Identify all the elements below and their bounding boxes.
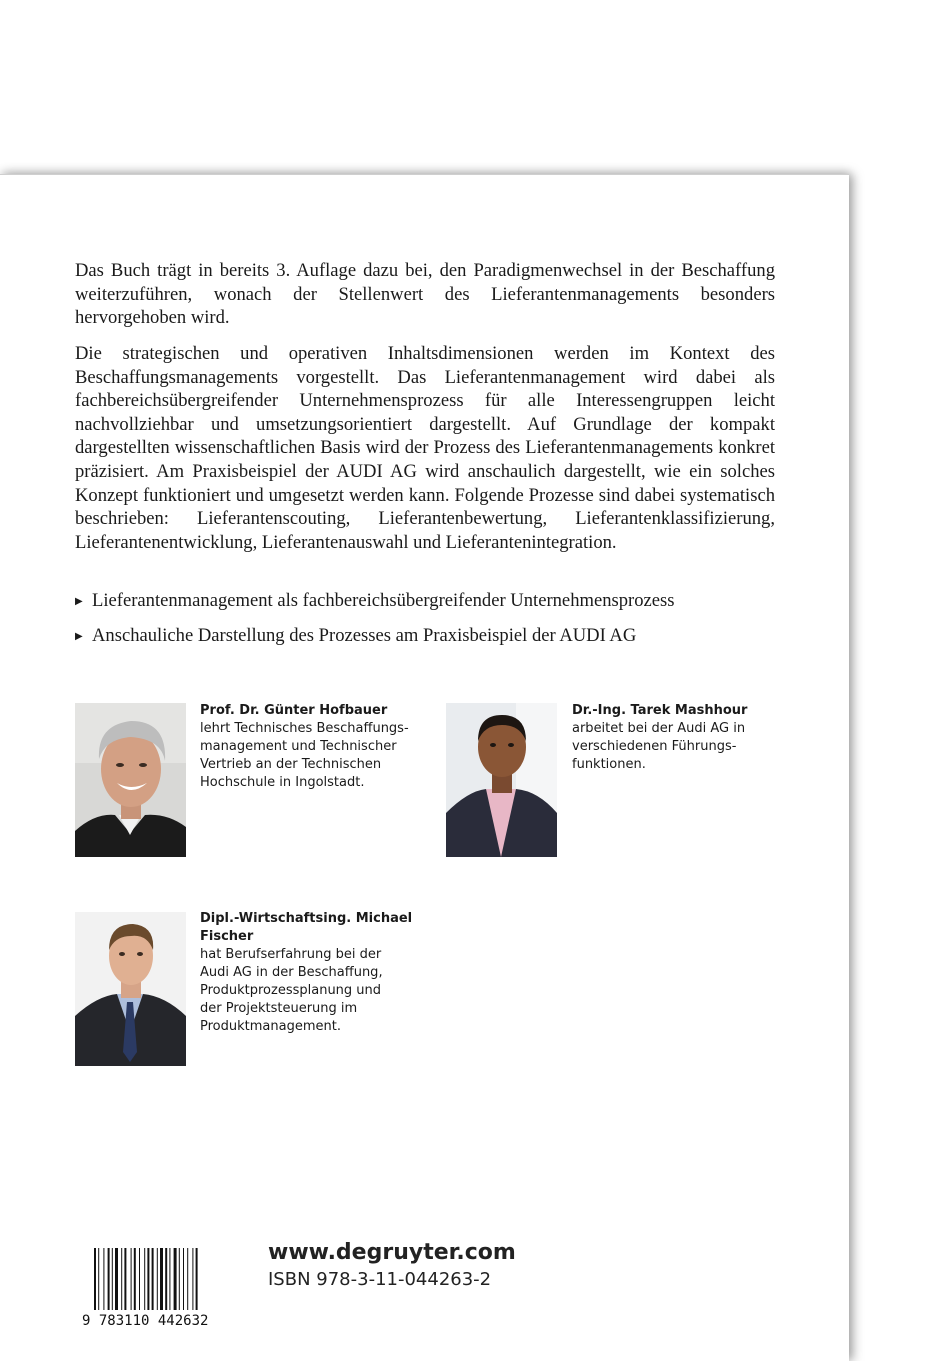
author-photo-mashhour <box>446 703 557 857</box>
barcode-bar <box>94 1248 96 1310</box>
barcode-bar <box>157 1248 158 1310</box>
publisher-website: www.degruyter.com <box>268 1240 516 1265</box>
author-name: Dipl.-Wirtschaftsing. Michael Fischer <box>200 911 413 944</box>
author-info-hofbauer <box>200 702 440 792</box>
barcode-bars <box>94 1248 198 1310</box>
triangle-right-icon: ▶ <box>75 631 83 642</box>
barcode-bar <box>112 1248 113 1310</box>
barcode-bar <box>121 1248 122 1310</box>
author-info-fischer <box>200 910 440 1036</box>
author-bio: lehrt Technisches Beschaffungs- management und Technischer Vertrieb an der Technischen Hochschule in Ingolstadt. <box>200 721 409 790</box>
description-paragraph-1: Das Buch trägt in bereits 3. Auflage dazu bei, den Paradigmenwechsel in der Beschaffung weiterzuführen, wonach der Stellenwert des Lieferantenmanagements besonders hervorgehoben wird. <box>75 260 775 329</box>
barcode-bar <box>131 1248 132 1310</box>
barcode-bar <box>98 1248 99 1310</box>
barcode-bar <box>103 1248 104 1310</box>
isbn-barcode <box>82 1248 242 1328</box>
bullet-text: Anschauliche Darstellung des Prozesses am Praxisbeispiel der AUDI AG <box>92 625 637 646</box>
bullet-text: Lieferantenmanagement als fachbereichsübergreifender Unternehmensprozess <box>92 590 675 611</box>
author-bio: arbeitet bei der Audi AG in verschiedenen Führungs- funktionen. <box>572 721 746 772</box>
bullet-item <box>75 589 795 616</box>
author-bio: hat Berufserfahrung bei der Audi AG in der Beschaffung, Produktprozessplanung und der Projektsteuerung im Produktmanagement. <box>200 947 383 1034</box>
barcode-bar <box>196 1248 198 1310</box>
barcode-bar <box>139 1248 140 1310</box>
barcode-digits: 9 783110 442632 <box>82 1313 209 1328</box>
barcode-bar <box>152 1248 154 1310</box>
bullet-item <box>75 624 795 651</box>
barcode-bar <box>124 1248 126 1310</box>
isbn-number: ISBN 978-3-11-044263-2 <box>268 1269 492 1290</box>
author-name: Prof. Dr. Günter Hofbauer <box>200 703 388 718</box>
barcode-bar <box>108 1248 110 1310</box>
author-name: Dr.-Ing. Tarek Mashhour <box>572 703 748 718</box>
barcode-bar <box>179 1248 180 1310</box>
barcode-bar <box>165 1248 167 1310</box>
barcode-bar <box>192 1248 193 1310</box>
barcode-bar <box>174 1248 177 1310</box>
barcode-bar <box>183 1248 184 1310</box>
book-back-cover <box>0 174 849 1361</box>
barcode-bar <box>187 1248 188 1310</box>
barcode-bar <box>147 1248 149 1310</box>
author-info-mashhour <box>572 702 812 774</box>
description-paragraph-2: Die strategischen und operativen Inhaltsdimensionen werden im Kontext des Beschaffungsmanagements vorgestellt. Das Lieferantenmanagement wird dabei als fachbereichsübergreifender Unternehmensprozess für alle Interessengruppen leicht nachvollziehbar und umsetzungsorientiert dargestellt. Auf Grundlage der kompakt dargestellten wissenschaftlichen Basis wird der Prozess des Lieferantenmanagements konkret präzisiert. Am Praxisbeispiel der AUDI AG wird anschaulich dargestellt, wie ein solches Konzept funktioniert und umgesetzt werden kann. Folgende Prozesse sind dabei systematisch beschrieben: Lieferantenscouting, Lieferantenbewertung, Lieferantenklassifizierung, Lieferantenentwicklung, Lieferantenauswahl und Lieferantenintegration. <box>75 343 775 553</box>
barcode-bar <box>144 1248 145 1310</box>
barcode-bar <box>160 1248 163 1310</box>
author-photo-hofbauer <box>75 703 186 857</box>
triangle-right-icon: ▶ <box>75 596 83 607</box>
author-photo-fischer <box>75 912 186 1066</box>
barcode-bar <box>169 1248 170 1310</box>
barcode-bar <box>115 1248 118 1310</box>
barcode-bar <box>134 1248 136 1310</box>
